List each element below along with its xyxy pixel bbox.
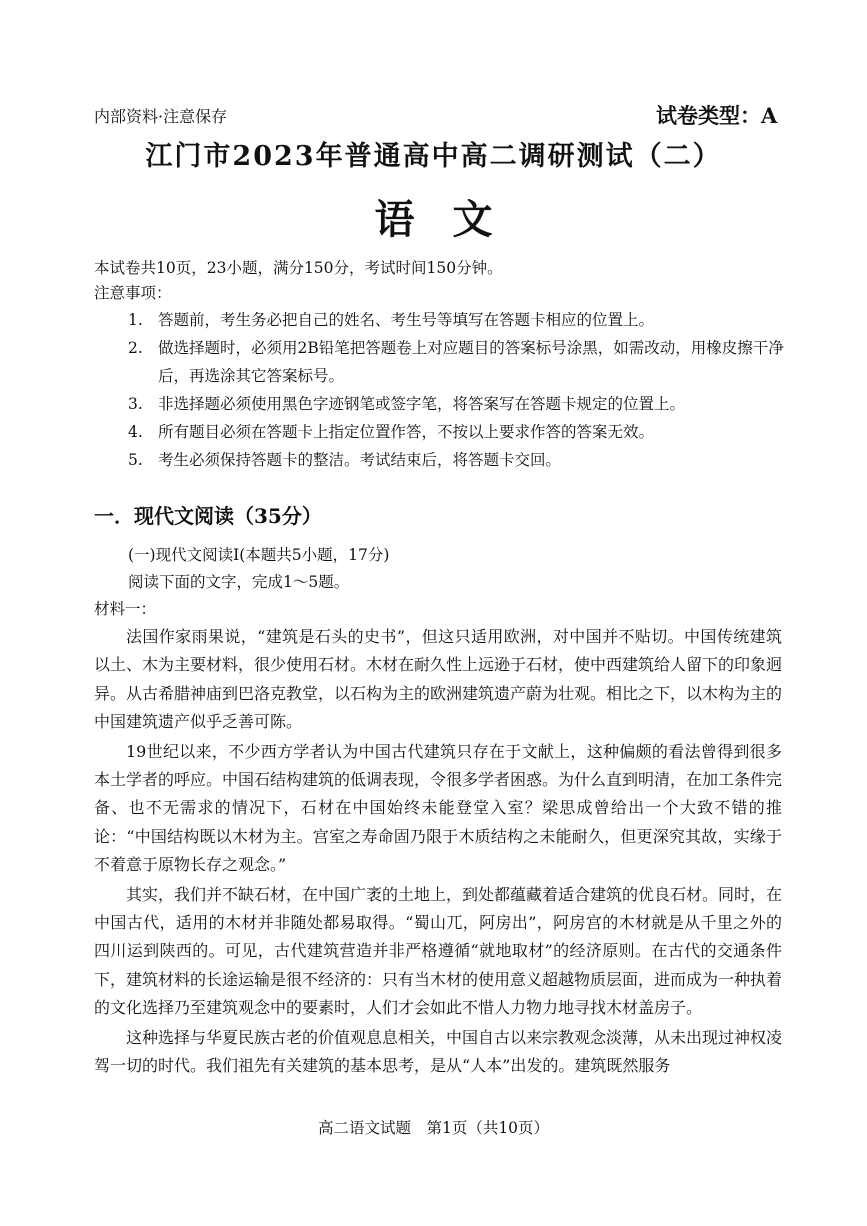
- exam-title: 江门市2023年普通高中高二调研测试（二）: [145, 141, 722, 172]
- note-text: 所有题目必须在答题卡上指定位置作答，不按以上要求作答的答案无效。: [158, 423, 655, 441]
- confidential-label: 内部资料·注意保存: [94, 107, 228, 126]
- note-item: [128, 390, 788, 418]
- material-label: 材料一：: [94, 600, 157, 618]
- note-number: 2.: [128, 339, 143, 357]
- paper-type-label: 试卷类型：A: [656, 103, 778, 128]
- note-item: [128, 306, 788, 334]
- note-number: 3.: [128, 395, 143, 413]
- section-title: 一．现代文阅读（35分）: [94, 504, 322, 528]
- note-text: 答题前，考生务必把自己的姓名、考生号等填写在答题卡相应的位置上。: [158, 311, 655, 329]
- reading-passage: [94, 623, 782, 1082]
- sub-section-title: (一)现代文阅读Ⅰ(本题共5小题，17分): [128, 546, 390, 564]
- exam-intro: 本试卷共10页，23小题，满分150分，考试时间150分钟。: [94, 259, 503, 277]
- note-number: 5.: [128, 451, 143, 469]
- passage-paragraph: 其实，我们并不缺石材，在中国广袤的土地上，到处都蕴藏着适合建筑的优良石材。同时，在中国古代，适用的木材并非随处都易取得。“蜀山兀，阿房出”，阿房宫的木材就是从千里之外的四川运到陕西的。可见，古代建筑营造并非严格遵循“就地取材”的经济原则。在古代的交通条件下，建筑材料的长途运输是很不经济的：只有当木材的使用意义超越物质层面，进而成为一种执着的文化选择乃至建筑观念中的要素时，人们才会如此不惜人力物力地寻找木材盖房子。: [94, 884, 783, 1017]
- passage-paragraph: 法国作家雨果说，“建筑是石头的史书”，但这只适用欧洲，对中国并不贴切。中国传统建筑以土、木为主要材料，很少使用石材。木材在耐久性上远逊于石材，使中西建筑给人留下的印象迥异。从古希腊神庙到巴洛克教堂，以石构为主的欧洲建筑遗产蔚为壮观。相比之下，以木构为主的中国建筑遗产似乎乏善可陈。: [94, 627, 783, 731]
- note-text: 做选择题时，必须用2B铅笔把答题卷上对应题目的答案标号涂黑，如需改动，用橡皮擦干净后，再选涂其它答案标号。: [158, 339, 784, 385]
- passage-paragraph: 19世纪以来，不少西方学者认为中国古代建筑只存在于文献上，这种偏颇的看法曾得到很多本土学者的呼应。中国石结构建筑的低调表现，令很多学者困惑。为什么直到明清，在加工条件完备、也不无需求的情况下，石材在中国始终未能登堂入室？梁思成曾给出一个大致不错的推论：“中国结构既以木材为主。宫室之寿命固乃限于木质结构之未能耐久，但更深究其故，实缘于不着意于原物长存之观念。”: [94, 741, 783, 874]
- note-number: 1.: [128, 311, 143, 329]
- note-text: 非选择题必须使用黑色字迹钢笔或签字笔，将答案写在答题卡规定的位置上。: [158, 395, 686, 413]
- note-number: 4.: [128, 423, 143, 441]
- note-item: [128, 418, 788, 446]
- note-item: [128, 446, 788, 474]
- passage-paragraph: 这种选择与华夏民族古老的价值观息息相关，中国自古以来宗教观念淡薄，从未出现过神权凌驾一切的时代。我们祖先有关建筑的基本思考，是从“人本”出发的。建筑既然服务: [94, 1027, 783, 1075]
- notes-list: [128, 306, 788, 474]
- notes-title: 注意事项：: [94, 284, 172, 302]
- subject-title: 语文: [374, 196, 531, 243]
- page-footer: 高二语文试题 第1页（共10页）: [317, 1119, 550, 1137]
- note-item: [128, 334, 788, 390]
- note-text: 考生必须保持答题卡的整洁。考试结束后，将答题卡交回。: [158, 451, 562, 469]
- reading-instruction: 阅读下面的文字，完成1～5题。: [128, 573, 350, 591]
